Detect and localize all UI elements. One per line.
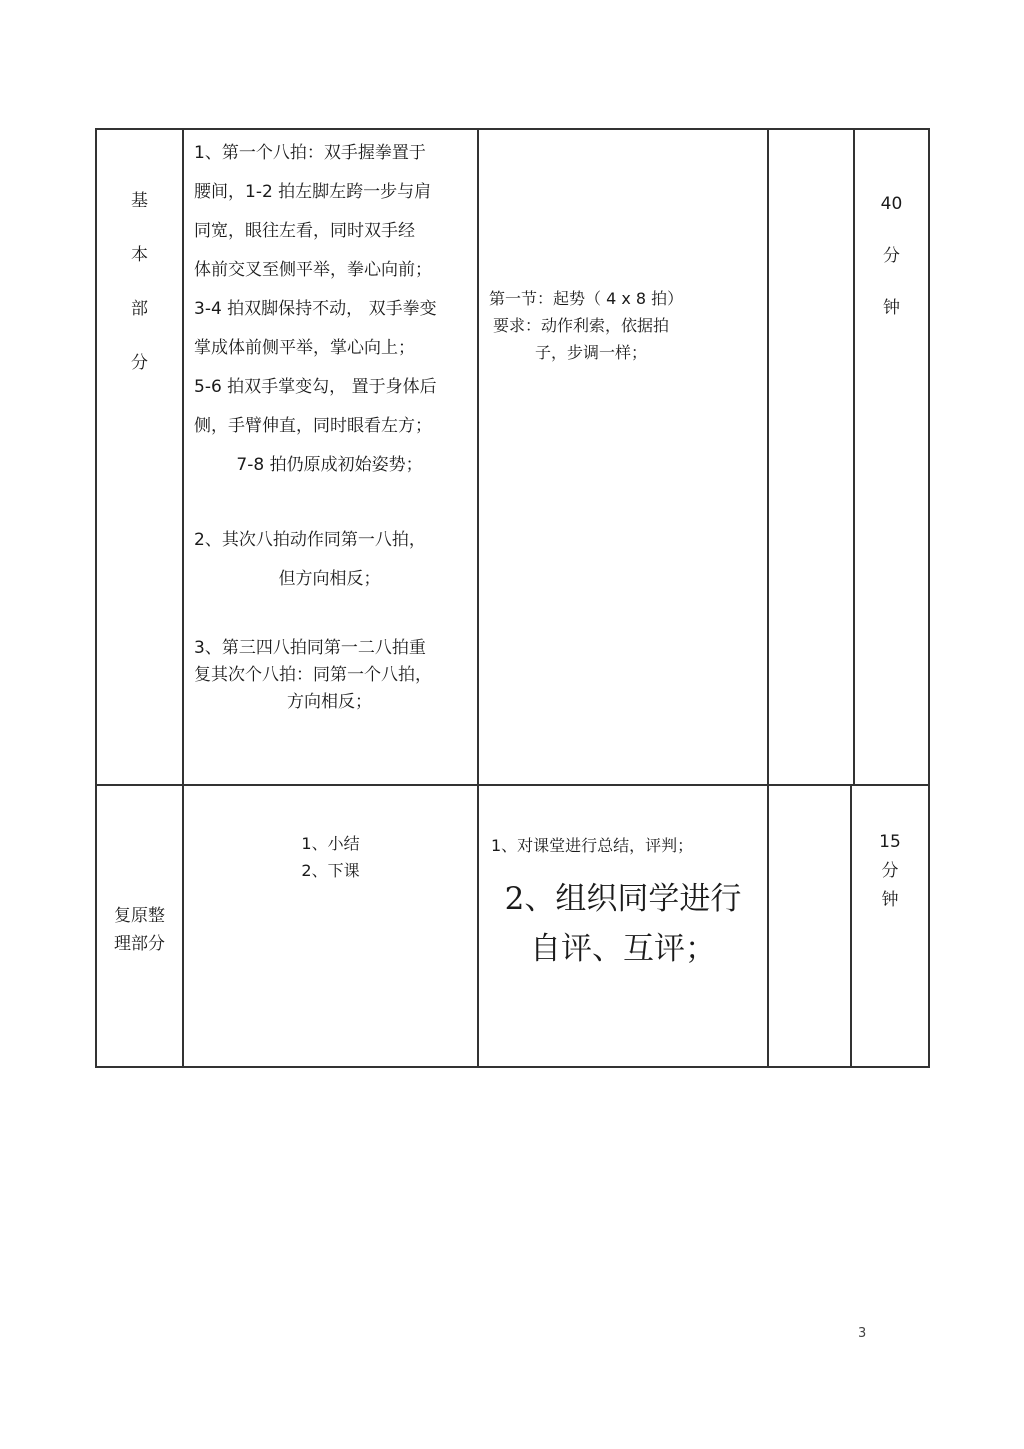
time-unit: 钟: [883, 298, 900, 318]
content-line: 掌成体前侧平举，掌心向上；: [194, 338, 415, 358]
time-unit: 钟: [881, 890, 899, 910]
section-label: [97, 174, 182, 390]
method-emphasis: [479, 874, 767, 974]
method-cell: [479, 130, 769, 784]
content-line: 2、其次八拍动作同第一八拍，: [194, 530, 426, 550]
time-label: [852, 828, 928, 915]
content-line: 5-6 拍双手掌变勾， 置于身体后: [194, 377, 437, 397]
time-value: 40: [880, 194, 903, 214]
method-text: [489, 285, 757, 366]
method-line: 1、对课堂进行总结，评判；: [491, 836, 694, 855]
time-cell: [852, 786, 928, 1066]
method-big-line: 2、组织同学进行: [504, 881, 742, 917]
section-cell: [97, 130, 184, 784]
content-cell: [184, 786, 479, 1066]
content-line: 7-8 拍仍原成初始姿势；: [236, 455, 423, 475]
time-cell: [855, 130, 928, 784]
time-unit: 分: [881, 861, 899, 881]
content-line: 1、小结: [301, 834, 360, 853]
content-line: 1、第一个八拍：双手握拳置于: [194, 143, 426, 163]
section-line: 理部分: [114, 934, 165, 954]
method-big-line: 自评、互评；: [530, 931, 716, 967]
content-line: 3、第三四八拍同第一二八拍重: [194, 638, 426, 658]
time-unit: 分: [883, 246, 900, 266]
page-number: 3: [858, 1326, 867, 1341]
section-line: 复原整: [114, 906, 165, 926]
content-line: 腰间，1-2 拍左脚左跨一步与肩: [194, 182, 432, 202]
section-char: 部: [131, 299, 148, 319]
time-label: [855, 178, 928, 334]
content-line: 侧，手臂伸直，同时眼看左方；: [194, 416, 432, 436]
method-cell: [479, 786, 769, 1066]
content-line: 但方向相反；: [278, 569, 381, 589]
method-line: 第一节：起势（ 4 x 8 拍）: [489, 289, 684, 308]
content-line: 方向相反；: [287, 692, 372, 712]
section-char: 分: [131, 353, 148, 373]
content-text: [194, 134, 465, 716]
content-line: 3-4 拍双脚保持不动， 双手拳变: [194, 299, 437, 319]
content-line: 复其次个八拍：同第一个八拍，: [194, 665, 432, 685]
method-line: 要求：动作利索，依据拍: [493, 316, 670, 335]
content-cell: [184, 130, 479, 784]
table-row-basic-part: [97, 130, 928, 786]
lesson-plan-table: [95, 128, 930, 1068]
section-char: 基: [131, 191, 148, 211]
content-line: 体前交叉至侧平举，拳心向前；: [194, 260, 432, 280]
organization-cell: [769, 786, 852, 1066]
content-line: 同宽，眼往左看，同时双手经: [194, 221, 415, 241]
table-row-cooldown-part: [97, 786, 928, 1066]
content-line: 2、下课: [301, 861, 360, 880]
method-line: 子，步调一样；: [535, 343, 648, 362]
section-label: [97, 902, 182, 958]
organization-cell: [769, 130, 855, 784]
section-cell: [97, 786, 184, 1066]
content-text: [184, 830, 477, 884]
section-char: 本: [131, 245, 148, 265]
time-value: 15: [879, 832, 901, 852]
